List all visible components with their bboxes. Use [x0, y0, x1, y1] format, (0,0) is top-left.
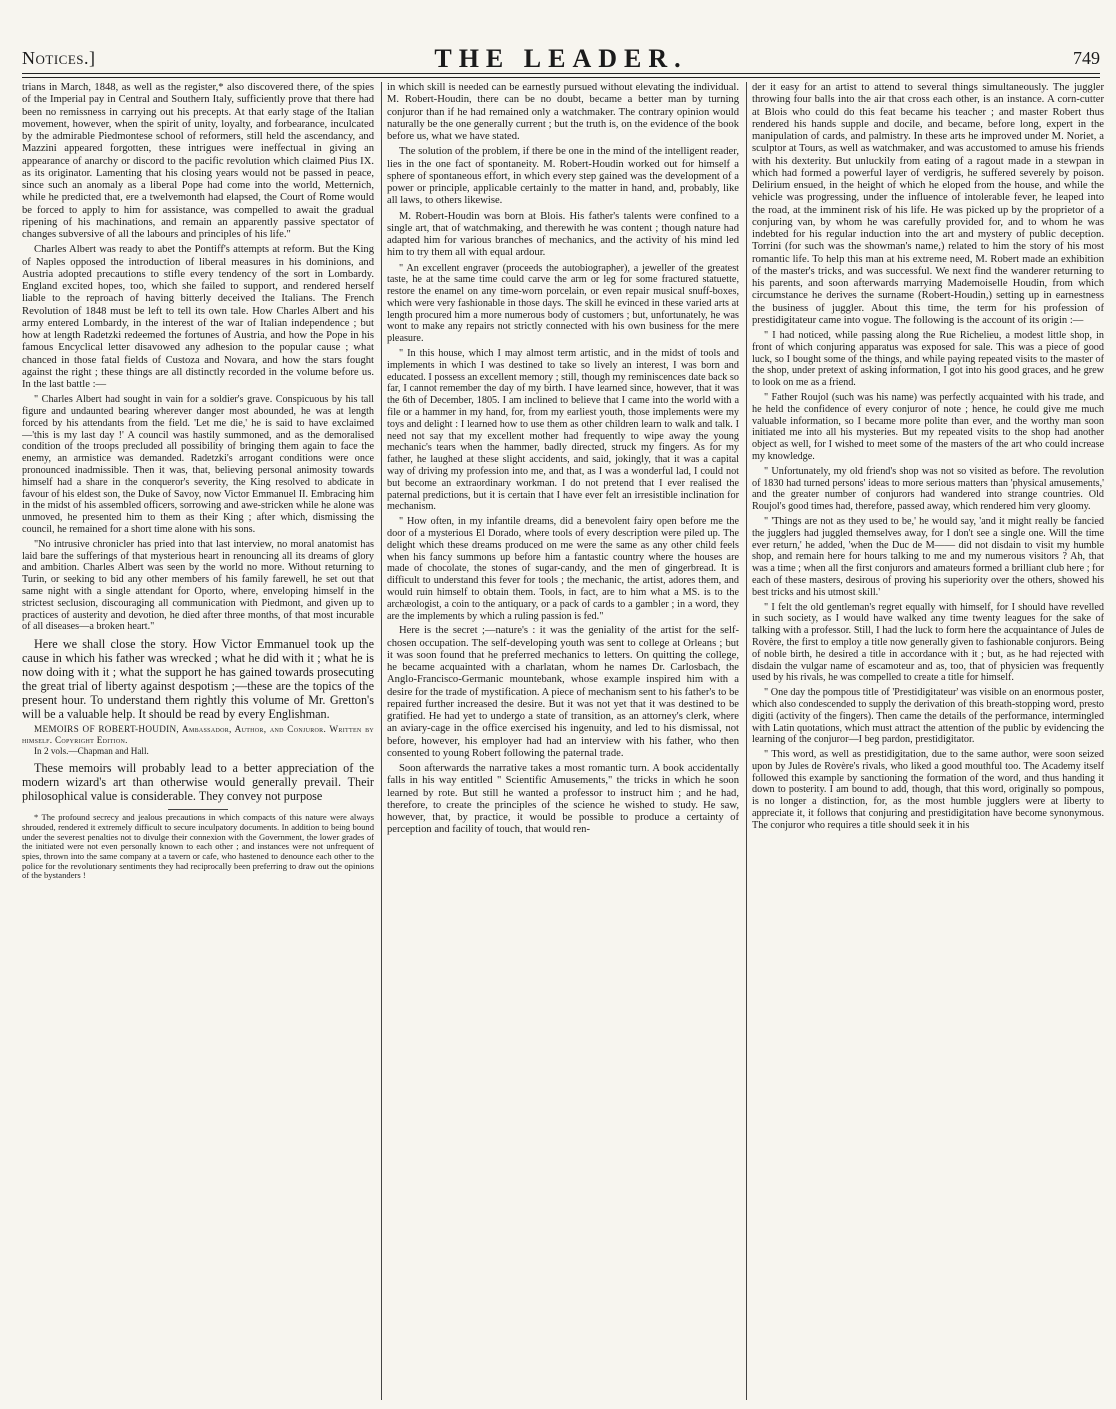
- quoted-paragraph: " How often, in my infantile dreams, did a benevolent fairy open before me the door of a mysterious El Dorado, where tools of every description were piled up. The delight which these dreams produced on me were the same as any other child feels when his fancy summons up before him a fantastic country where the houses are made of chocolate, the stones of sugar-candy, and the men of gingerbread. It is difficult to understand this fever for tools ; the mechanic, the artist, adores them, and would ruin himself to obtain them. Tools, in fact, are to him what a MS. is to the archæologist, a coin to the antiquary, or a pack of cards to a gambler ; in a word, they are the implements by which a ruling passion is fed.": [387, 516, 739, 622]
- column-3: [752, 82, 1104, 1400]
- quoted-paragraph: " Father Roujol (such was his name) was perfectly acquainted with his trade, and he held the confidence of every conjuror of note ; hence, he could give me much valuable information, so I became more polite than ever, and the worthy man soon initiated me into all his mysteries. But my repeated visits to the shop had another object as well, for I wished to meet some of the masters of the art who could increase my knowledge.: [752, 391, 1104, 462]
- footnote-rule: [168, 809, 228, 810]
- review-title: MEMOIRS OF ROBERT-HOUDIN, Ambassador, Author, and Conjuror. Written by himself. Copyright Edition.: [22, 724, 374, 746]
- paragraph: Here is the secret ;—nature's : it was the geniality of the artist for the self-chosen occupation. The self-developing youth was sent to college at Orleans ; but it was soon found that he preferred mechanics to letters. On quitting the college, he became acquainted with a charlatan, whom he names Dr. Carlosbach, the Anglo-Francisco-Germanic mountebank, whose example inspired him with a desire for the trade of mystification. A piece of mechanism sent to his father's to be repaired further increased the desire. But it was not yet that it was destined to be gratified. He had yet to undergo a state of transition, as an attorney's clerk, where an aviary-cage in the office exercised his ingenuity, and led to his dismissal, not before, however, his employer had had an interview with his father, who then consented to young Robert following the paternal trade.: [387, 625, 739, 759]
- paragraph: der it easy for an artist to attend to several things simultaneously. The juggler throwing four balls into the air that cross each other, is an instance. A corn-cutter at Blois who could do this feat became his teacher ; and master Robert thus rendered his hands supple and docile, and became, before long, expert in the manipulation of cards, and palmistry. In these arts he improved under M. Noriet, a sculptor at Tours, as well as watchmaker, and was accustomed to amuse his friends with his dexterity. But unluckily from eating of a ragout made in a stewpan in which had formed a powerful layer of verdigris, he suffered severely by poison. Delirium ensued, in the height of which he eloped from the house, and while the vehicle was progressing, under the influence of intolerable fever, he leaped into the road, at the imminent risk of his life. He was picked up by the proprietor of a conjuring van, by whom he was carefully provided for, and to whom he was indebted for his regular induction into the art and mystery of public deception. Torrini (for such was the showman's name,) related to him the story of his most romantic life. To help this man at his extreme need, M. Robert made an exhibition of the master's tricks, and was successful. We next find the wanderer returning to his parents, and soon afterwards marrying Mademoiselle Houdin, from which circumstance he derives the surname (Robert-Houdin,) setting up in earnestness the business of juggler. About this time, the term for his profession of prestidigitateur came into vogue. The following is the account of its origin :—: [752, 82, 1104, 326]
- review-publisher: In 2 vols.—Chapman and Hall.: [34, 746, 149, 757]
- paragraph: in which skill is needed can be earnestly pursued without elevating the individual. M. Robert-Houdin, there can be no doubt, became a better man by turning conjuror than if he had remained only a watchmaker. The contrary opinion would naturally be the one generally current ; but the truth is, on the evidence of the book before us, what we have stated.: [387, 82, 739, 142]
- quoted-paragraph: " Charles Albert had sought in vain for a soldier's grave. Conspicuous by his tall figure and undaunted bearing wherever danger most abounded, he was at length forced by his attendants from the field. 'Let me die,' he is said to have exclaimed—'this is my last day !' A council was hastily summoned, and as the demoralised condition of the troops precluded all possibility of bringing them again to face the enemy, an armistice was demanded. Radetzki's arrogant conditions were once pronounced inadmissible. Then it was, that, believing personal animosity towards himself had a share in the conqueror's severity, the King resolved to abdicate in favour of his eldest son, the Duke of Savoy, now Victor Emmanuel II. Embracing him in the midst of his assembled officers, sorrowing and awe-stricken while he alone was unmoved, he presented him to them as their King ; after which, dismissing the council, he remained for a short time alone with his sons.: [22, 394, 374, 536]
- column-2: [387, 82, 739, 1400]
- column-1: [22, 82, 374, 1400]
- header-rule: [22, 73, 1100, 74]
- paragraph: Soon afterwards the narrative takes a most romantic turn. A book accidentally falls in his way entitled " Scientific Amusements," the tricks in which he soon learned by rote. But still he wanted a professor to instruct him ; and he had, therefore, to create the principles of the science he wished to study. He saw, however, that, by practice, it would be possible to produce a certainty of perception and facility of touch, that would ren-: [387, 763, 739, 836]
- paragraph: The solution of the problem, if there be one in the mind of the intelligent reader, lies in the one fact of spontaneity. M. Robert-Houdin worked out for himself a sphere of spontaneous effort, in which every step gained was the development of a power or principle, applicable certainly to the matter in hand, and, probably, like all laws, to others likewise.: [387, 146, 739, 207]
- paragraph: These memoirs will probably lead to a better appreciation of the modern wizard's art than otherwise would generally prevail. Their philosophical value is considerable. They convey not purpose: [22, 761, 374, 804]
- paragraph: Here we shall close the story. How Victor Emmanuel took up the cause in which his father was wrecked ; what he did with it ; what he is now doing with it ; what the support he has gained towards prosecuting the great trial of liberty against despotism ;—these are the topics of the present hour. To understand them rightly this volume of Mr. Gretton's will be a valuable help. It should be read by every Englishman.: [22, 637, 374, 722]
- quoted-paragraph: " I had noticed, while passing along the Rue Richelieu, a modest little shop, in front of which conjuring apparatus was exposed for sale. This was a piece of good luck, so I bought some of the things, and while paying repeated visits to the master of the shop, under pretext of asking information, I got into his good graces, and he grew to look on me as a friend.: [752, 330, 1104, 389]
- quoted-paragraph: " In this house, which I may almost term artistic, and in the midst of tools and implements in which I was destined to take so lively an interest, I was born and educated. I possess an excellent memory ; still, though my reminiscences date back so far, I cannot remember the day of my birth. I have learned since, however, that it was the 6th of December, 1805. I am inclined to believe that I came into the world with a file or a hammer in my hand, for, from my earliest youth, those implements were my toys and delight : I learned how to use them as other children learn to walk and talk. I need not say that my excellent mother had frequently to wipe away the young mechanic's tears when the hammer, badly directed, struck my fingers. As for my father, he laughed at these slight accidents, and said, jokingly, that it was a capital way of driving my profession into me, and that, as I was a wonderful lad, I could not but become an extraordinary workman. I do not pretend that I ever realised the paternal predictions, but it is certain that I have ever felt an irresistible inclination for mechanism.: [387, 348, 739, 513]
- header-rule-thin: [22, 77, 1100, 78]
- masthead-title: THE LEADER.: [434, 44, 688, 73]
- page-number: 749: [1073, 48, 1100, 68]
- paragraph: Charles Albert was ready to abet the Pontiff's attempts at reform. But the King of Naples opposed the introduction of liberal measures in his dominions, and Austria adopted precautions to stifle every tendency of the sort in Lombardy. England excited hopes, too, which she failed to support, and rendered herself liable to the reproach of having bitterly deceived the Italians. The French Revolution of 1848 must be left to tell its own tale. How Charles Albert and his army entered Lombardy, in the interest of the war of Italian independence ; but how at length Radetzki redeemed the fortunes of Austria, and how the Pope in his famous Encyclical letter disavowed any adhesion to the popular cause ; what chanced in those fatal fields of Custoza and Novara, and how the stars fought against the right ; these things are all distinctly recorded in the volume before us. In the last battle :—: [22, 244, 374, 390]
- review-heading: [22, 724, 374, 757]
- quoted-paragraph: " Unfortunately, my old friend's shop was not so visited as before. The revolution of 1830 had turned persons' ideas to more serious matters than 'physical amusements,' and the greater number of conjurors had wandered into strange countries. Old Roujol's good times had, therefore, passed away, which rendered him very gloomy.: [752, 465, 1104, 513]
- quoted-paragraph: " 'Things are not as they used to be,' he would say, 'and it might really be fancied the jugglers had juggled themselves away, for I don't see a single one. Will the time ever return,' he added, 'when the Duc de M—— did not disdain to visit my humble shop, and remain here for hours talking to me and my numerous visitors ? Ah, that was a time ; when all the first conjurors and amateurs formed a brilliant club here ; for each of these masters, desirous of proving his superiority over the others, showed his best tricks and his utmost skill.': [752, 515, 1104, 598]
- paragraph: M. Robert-Houdin was born at Blois. His father's talents were confined to a single art, that of watchmaking, and therewith he was content ; though nature had adapted him for various branches of mechanics, and the activity of his mind led him to try them all with equal ardour.: [387, 210, 739, 259]
- section-label: Notices.]: [22, 48, 96, 68]
- quoted-paragraph: " An excellent engraver (proceeds the autobiographer), a jeweller of the greatest taste, he at the same time could carve the arm or leg for some fractured statuette, restore the enamel on any time-worn porcelain, or even repair musical snuff-boxes, which were very fashionable in those days. The skill he evinced in these varied arts at length procured him a more numerous body of customers ; but, unfortunately, he was wont to make any repairs not strictly connected with his own business for the mere pleasure.: [387, 262, 739, 345]
- quoted-paragraph: " One day the pompous title of 'Prestidigitateur' was visible on an enormous poster, which also condescended to supply the derivation of this breath-stopping word, presto digiti (activity of the fingers). Then came the details of the performance, intermingled with Latin quotations, which must attract the attention of the public by evidencing the learning of the conjuror—I beg pardon, prestidigitator.: [752, 687, 1104, 746]
- page-header: [22, 44, 1100, 72]
- column-divider: [381, 82, 382, 1400]
- column-divider: [746, 82, 747, 1400]
- quoted-paragraph: "No intrusive chronicler has pried into that last interview, no moral anatomist has laid bare the sufferings of that mysterious heart in renouncing all its dreams of glory and ambition. Charles Albert was seen by the world no more. Without returning to Turin, or seeking to bid any other members of his family farewell, he set out that same night with a single attendant for Oporto, where, enveloping himself in the strictest seclusion, discouraging all communication with Piedmont, and given up to practices of austerity and devotion, he died after three months, of that most incurable of all diseases—a broken heart.": [22, 538, 374, 633]
- quoted-paragraph: " This word, as well as prestidigitation, due to the same author, were soon seized upon by Jules de Rovère's rivals, who liked a good mouthful too. The Academy itself followed this example by sanctioning the formation of the word, and thus handing it down to posterity. I am bound to add, though, that this word, originally so pompous, is no longer a distinction, for, as the most humble jugglers were at liberty to appreciate it, it follows that conjuring and prestidigitation have become synonymous. The conjuror who requires a title should seek it in his: [752, 749, 1104, 831]
- quoted-paragraph: " I felt the old gentleman's regret equally with himself, for I should have revelled in such society, as I would have walked any time twenty leagues for the sake of talking with a professor. Still, I had the luck to form here the acquaintance of Jules de Rovère, the first to employ a title now generally given to fashionable conjurors. Being of noble birth, he desired a title in accordance with it ; but, as he had rejected with disdain the vulgar name of escamoteur and as, too, that of physicien was frequently used by his rivals, he was compelled to create a title for himself.: [752, 601, 1104, 684]
- footnote: * The profound secrecy and jealous precautions in which compacts of this nature were always shrouded, rendered it extremely difficult to secure inculpatory documents. In addition to being bound under the severest penalties not to divulge their connexion with the Government, the lower grades of the initiated were not even personally known to each other ; and instances were not unfrequent of spies, thrown into the same company at a tavern or cafe, who hastened to denounce each other to the police for the revolutionary sentiments they had reciprocally been preferring to draw out the opinions of the bystanders !: [22, 812, 374, 881]
- paragraph: trians in March, 1848, as well as the register,* also discovered there, of the spies of the Imperial pay in Central and Southern Italy, sufficiently prove that there had been no remissness in carrying out his precepts. At that early stage of the Italian movement, however, when the spirit of unity, loyalty, and forbearance, inculcated by the admirable Piedmontese school of reformers, still held the ascendancy, and Mazzini appeared forgotten, these intrigues were ineffectual in giving an appearance of anarchy or discord to the pacific revolution which claimed Pius IX. as its originator. Lamenting that his closing years would not be passed in peace, since such an anomaly as a liberal Pope had come into the world, Metternich, while he predicted that, ere a twelvemonth had elapsed, the Court of Rome would be forced to apply to him for assistance, was compelled to await the gradual ripening of his machinations, and remain an apparently passive spectator of changes subversive of all the labours and principles of his life.": [22, 82, 374, 240]
